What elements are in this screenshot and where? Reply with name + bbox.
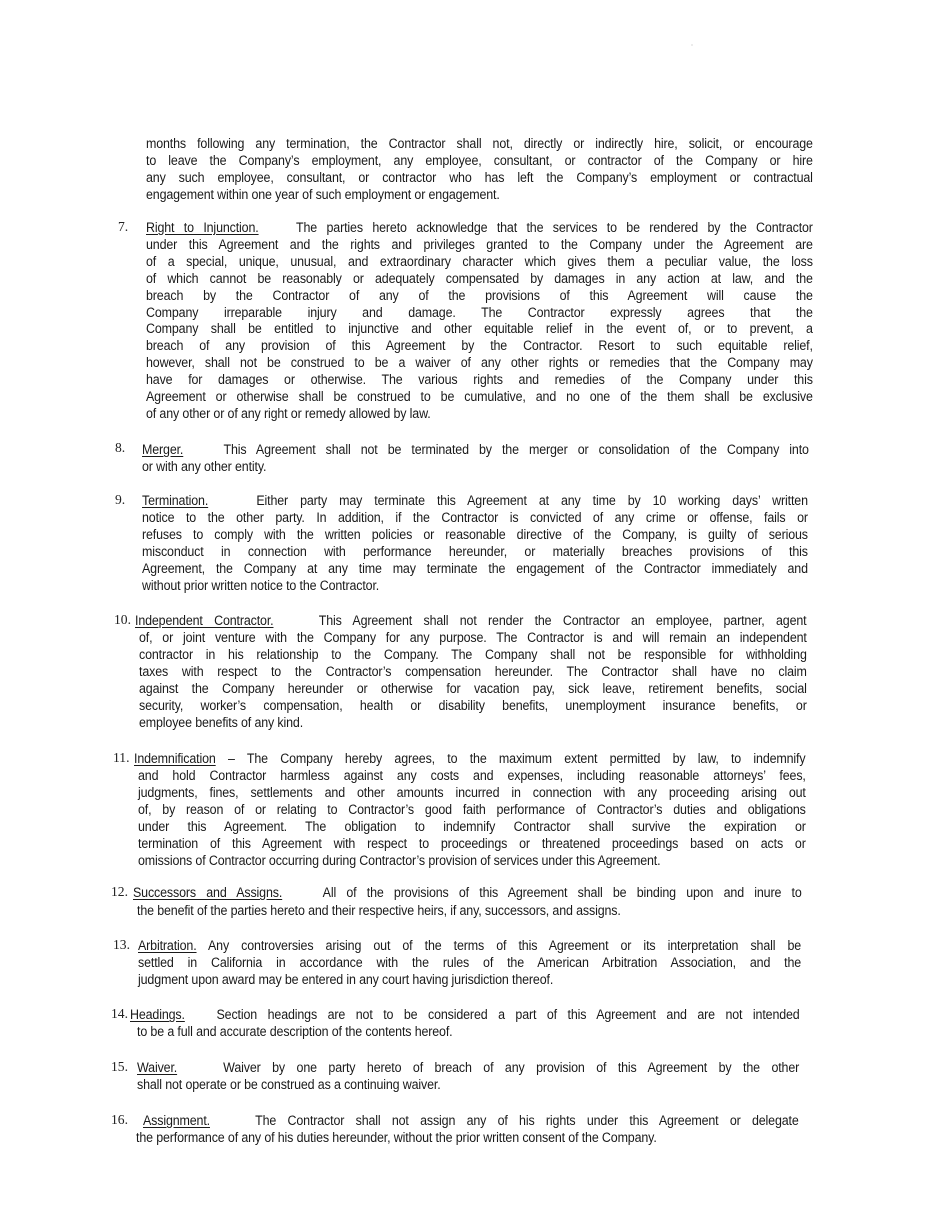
section-text: – The Company hereby agrees, to the maximum extent permitted by law, to indemnify: [228, 751, 806, 766]
section-assignment: [143, 1113, 799, 1130]
section-successors-body: [137, 903, 802, 920]
paragraph-line: against the Company hereunder or otherwise for vacation pay, sick leave, retirement benefits, social: [139, 680, 807, 696]
paragraph-line: the benefit of the parties hereto and their respective heirs, if any, successors, and assigns.: [137, 903, 621, 918]
section-heading: Waiver.: [137, 1060, 178, 1075]
section-number: 11.: [113, 750, 130, 765]
paragraph-line: to leave the Company’s employment, any employee, consultant, or contractor of the Company or hire: [146, 152, 813, 168]
paragraph-line: any such employee, consultant, or contractor who has left the Company’s employment or contractual: [146, 169, 813, 185]
paragraph-line: settled in California in accordance with the rules of the American Arbitration Association, and the: [138, 954, 802, 970]
paragraph-line: of, by reason of or relating to Contractor’s good faith performance of Contractor’s duties and obligations: [138, 801, 806, 817]
section-heading: Termination.: [142, 493, 209, 508]
section-text: This Agreement shall not render the Contractor an employee, partner, agent: [318, 613, 807, 628]
paragraph-line: employee benefits of any kind.: [139, 714, 304, 730]
section-heading: Successors and Assigns.: [133, 885, 283, 900]
section-right-to-injunction: [146, 220, 813, 423]
section-indemnification-body: [138, 768, 806, 869]
section-text: The parties hereto acknowledge that the services to be rendered by the Contractor: [296, 220, 813, 235]
section-number: 15.: [111, 1059, 128, 1074]
section-number: 9.: [115, 492, 126, 507]
section-text: Any controversies arising out of the terms of this Agreement or its interpretation shall be: [207, 938, 802, 953]
paragraph-line: Agreement, the Company at any time may terminate the engagement of the Contractor immediately and: [142, 560, 808, 576]
section-number: 16.: [111, 1112, 128, 1127]
continuation-paragraph: [146, 136, 813, 204]
paragraph-line: judgments, fines, settlements and other amounts incurred in connection with any proceeding arising out: [138, 784, 806, 800]
section-number: 12.: [111, 884, 128, 899]
paragraph-line: omissions of Contractor occurring during Contractor’s provision of services under this Agreement.: [138, 852, 661, 868]
paragraph-line: months following any termination, the Contractor shall not, directly or indirectly hire, solicit, or encourage: [146, 136, 813, 151]
paragraph-line: have for damages or otherwise. The various rights and remedies of the Company under this: [146, 372, 813, 388]
section-text: Waiver by one party hereto of breach of any provision of this Agreement by the other: [223, 1060, 800, 1075]
paragraph-line: however, shall not be construed to be a waiver of any other rights or remedies that the Company may: [146, 355, 813, 371]
section-text: Either party may terminate this Agreement at any time by 10 working days’ written: [256, 493, 808, 508]
section-termination: [142, 493, 808, 594]
section-arbitration: [138, 938, 801, 989]
paragraph-line: or with any other entity.: [142, 458, 267, 474]
section-waiver: [137, 1060, 799, 1094]
paragraph-line: of which cannot be reasonably or adequately compensated by damages in any action at law, and the: [146, 270, 813, 286]
section-independent-contractor-body: [139, 630, 807, 731]
section-heading: Independent Contractor.: [135, 613, 274, 628]
paragraph-line: without prior written notice to the Contractor.: [142, 577, 380, 593]
section-text: Section headings are not to be considered a part of this Agreement and are not intended: [216, 1007, 800, 1022]
paragraph-line: of a special, unique, unusual, and extraordinary character which gives them a peculiar value, the loss: [146, 253, 813, 269]
paragraph-line: notice to the other party. In addition, if the Contractor is convicted of any crime or offense, fails or: [142, 509, 808, 525]
section-text: All of the provisions of this Agreement shall be binding upon and inure to: [322, 885, 802, 900]
section-heading: Right to Injunction.: [146, 220, 259, 235]
paragraph-line: contractor in his relationship to the Company. The Company shall not be responsible for withholding: [139, 646, 807, 662]
paragraph-line: the performance of any of his duties hereunder, without the prior written consent of the Company.: [136, 1130, 657, 1145]
paragraph-line: to be a full and accurate description of the contents hereof.: [137, 1024, 453, 1039]
section-heading: Merger.: [142, 442, 184, 457]
paragraph-line: of, or joint venture with the Company for any purpose. The Contractor is and will remain an independent: [139, 630, 807, 645]
paragraph-line: under this Agreement and the rights and privileges granted to the Company under the Agreement are: [146, 236, 813, 252]
paragraph-line: of any other or of any right or remedy allowed by law.: [146, 405, 431, 421]
section-assignment-body: [136, 1130, 798, 1147]
section-headings-body: [137, 1024, 800, 1041]
section-number: 13.: [113, 937, 130, 952]
section-indemnification: [134, 751, 805, 768]
section-heading: Arbitration.: [138, 938, 197, 953]
section-heading: Headings.: [130, 1007, 185, 1022]
paragraph-line: Company irreparable injury and damage. The Contractor expressly agrees that the: [146, 304, 813, 320]
section-heading: Indemnification: [134, 751, 216, 766]
paragraph-line: breach by the Contractor of any of the provisions of this Agreement will cause the: [146, 287, 813, 303]
paragraph-line: security, worker’s compensation, health or disability benefits, unemployment insurance benefits, or: [139, 697, 807, 713]
section-headings: [130, 1007, 800, 1024]
paragraph-line: termination of this Agreement with respect to proceedings or threatened proceedings based on acts or: [138, 835, 806, 851]
paragraph-line: shall not operate or be construed as a continuing waiver.: [137, 1076, 441, 1092]
paragraph-line: under this Agreement. The obligation to indemnify Contractor shall survive the expiration or: [138, 818, 806, 834]
section-number: 14.: [111, 1006, 128, 1021]
section-number: 8.: [115, 440, 126, 455]
paragraph-line: taxes with respect to the Contractor’s compensation hereunder. The Contractor shall have no claim: [139, 663, 807, 679]
paragraph-line: engagement within one year of such employment or engagement.: [146, 186, 500, 202]
section-number: 7.: [118, 219, 129, 234]
paragraph-line: judgment upon award may be entered in any court having jurisdiction thereof.: [138, 971, 554, 987]
paragraph-line: breach of any provision of this Agreement by the Contractor. Resort to such equitable relief,: [146, 338, 813, 354]
section-merger: [142, 442, 809, 476]
paragraph-line: refuses to comply with the written policies or reasonable directive of the Company, is guilty of serious: [142, 526, 808, 542]
section-heading: Assignment.: [143, 1113, 210, 1128]
paragraph-line: Agreement or otherwise shall be construed to be cumulative, and no one of the them shall be exclusive: [146, 389, 813, 405]
paragraph-line: Company shall be entitled to injunctive and other equitable relief in the event of, or to prevent, a: [146, 321, 813, 337]
section-text: The Contractor shall not assign any of his rights under this Agreement or delegate: [255, 1113, 799, 1128]
section-independent-contractor: [135, 613, 806, 630]
section-number: 10.: [114, 612, 131, 627]
scan-speck: [691, 44, 693, 46]
section-successors-and-assigns: [133, 885, 802, 902]
paragraph-line: misconduct in connection with performance hereunder, or materially breaches provisions of this: [142, 543, 808, 559]
paragraph-line: and hold Contractor harmless against any costs and expenses, including reasonable attorneys’ fees,: [138, 768, 806, 783]
section-text: This Agreement shall not be terminated by the merger or consolidation of the Company into: [223, 442, 809, 457]
